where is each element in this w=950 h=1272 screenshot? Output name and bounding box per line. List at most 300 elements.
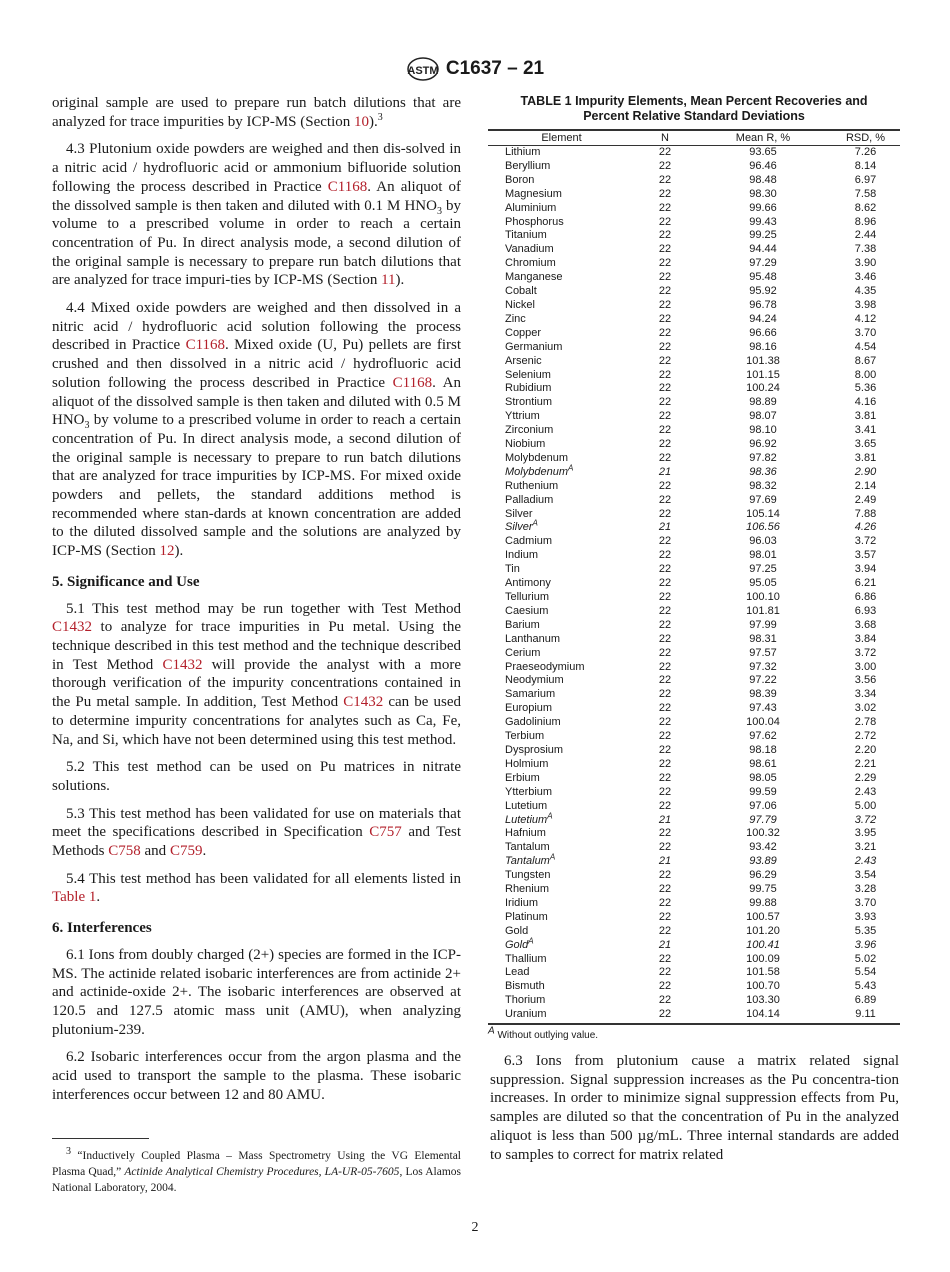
cell-rsd [831,688,900,702]
table-row [488,605,900,619]
cell-value: Indium [505,549,539,562]
cell-rsd [831,341,900,355]
cell-value: 3.65 [854,438,877,451]
cell-element [488,688,635,702]
cell-mean [695,619,831,633]
cell-rsd [831,521,900,535]
cell-value: Barium [505,618,540,631]
cell-value: Ruthenium [505,479,559,492]
cell-value: Lanthanum [505,632,561,645]
cell-value: 3.46 [854,271,877,284]
cell-element [488,674,635,688]
cell-value: 95.48 [749,271,777,284]
cell-value: 21 [658,813,672,826]
cell-element [488,591,635,605]
cell-value: 3.56 [854,674,877,687]
cell-value: 98.31 [749,632,777,645]
cell-n [635,452,695,466]
cell-element [488,563,635,577]
text-run: 5. Significance and Use [52,573,200,590]
table-row [488,925,900,939]
table-row [488,341,900,355]
cell-value: Silver [505,521,533,534]
cell-value: 3.72 [854,813,877,826]
cell-n [635,841,695,855]
cell-value: 6.89 [854,994,877,1007]
table-row [488,424,900,438]
cell-n [635,216,695,230]
cell-rsd [831,994,900,1008]
reference-link[interactable]: C1432 [52,619,93,636]
cell-value: 97.82 [749,451,777,464]
table-row [488,577,900,591]
cell-value: 4.26 [854,521,877,534]
cell-element [488,549,635,563]
cell-rsd [831,605,900,619]
table-row [488,674,900,688]
text-run: 4.4 Mixed oxide powders are weighed and then dissolved in a nitric acid / hydrofluoric acid solution following the process described in Practice [52,300,461,354]
cell-value: 101.38 [746,354,780,367]
cell-mean [695,299,831,313]
cell-mean [695,661,831,675]
paragraph [52,140,461,290]
cell-value: 22 [658,730,672,743]
cell-value: 99.66 [749,201,777,214]
reference-link[interactable]: C757 [369,824,402,841]
subscript: 3 [84,420,90,432]
cell-value: Rubidium [505,382,552,395]
cell-element [488,730,635,744]
cell-value: 3.41 [854,424,877,437]
cell-value: Holmium [505,757,549,770]
cell-rsd [831,939,900,953]
cell-value: 2.78 [854,716,877,729]
cell-n [635,160,695,174]
cell-mean [695,146,831,160]
table-row [488,146,900,160]
cell-mean [695,758,831,772]
reference-link[interactable]: 12 [159,543,175,560]
cell-rsd [831,980,900,994]
cell-element [488,827,635,841]
cell-value: Beryllium [505,159,551,172]
cell-element [488,299,635,313]
cell-value: 21 [658,938,672,951]
cell-element [488,463,635,480]
cell-value: Caesium [505,604,549,617]
cell-element [488,966,635,980]
cell-element [488,1008,635,1024]
cell-value: 96.46 [749,159,777,172]
cell-value: 22 [658,285,672,298]
cell-mean [695,925,831,939]
cell-rsd [831,563,900,577]
cell-value: 5.00 [854,799,877,812]
astm-logo-icon [406,56,440,82]
cell-rsd [831,883,900,897]
cell-value: 4.12 [854,312,877,325]
cell-mean [695,508,831,522]
reference-link[interactable]: C1168 [392,374,433,391]
cell-value: 3.70 [854,896,877,909]
cell-value: 98.16 [749,340,777,353]
table-row [488,438,900,452]
cell-value: 95.92 [749,285,777,298]
text-run: ). [174,543,184,560]
table-row [488,911,900,925]
cell-value: Magnesium [505,187,562,200]
cell-value: 101.58 [746,966,780,979]
cell-n [635,146,695,160]
footnote-divider [52,1138,149,1139]
cell-rsd [831,897,900,911]
cell-value: 96.78 [749,298,777,311]
cell-mean [695,216,831,230]
cell-element [488,174,635,188]
cell-n [635,202,695,216]
cell-value: 95.05 [749,577,777,590]
cell-mean [695,202,831,216]
cell-value: Cadmium [505,535,553,548]
cell-n [635,285,695,299]
cell-value: Tin [505,563,520,576]
cell-value: Rhenium [505,883,550,896]
cell-value: 22 [658,271,672,284]
cell-value: Neodymium [505,674,564,687]
cell-mean [695,494,831,508]
cell-mean [695,188,831,202]
table-row [488,327,900,341]
cell-value: 22 [658,883,672,896]
cell-value: Selenium [505,368,551,381]
cell-element [488,605,635,619]
cell-rsd [831,953,900,967]
cell-value: 22 [658,827,672,840]
cell-mean [695,549,831,563]
cell-value: Nickel [505,298,535,311]
cell-element [488,494,635,508]
cell-value: 8.67 [854,354,877,367]
cell-element [488,480,635,494]
text-run: ). [369,113,378,130]
cell-n [635,382,695,396]
cell-value: Erbium [505,771,540,784]
table-row [488,174,900,188]
table-row [488,229,900,243]
cell-value: 22 [658,841,672,854]
cell-value: 97.69 [749,493,777,506]
cell-value: Copper [505,326,542,339]
reference-link[interactable]: C1432 [162,656,203,673]
cell-n [635,466,695,480]
cell-n [635,827,695,841]
cell-n [635,174,695,188]
cell-n [635,758,695,772]
cell-mean [695,285,831,299]
cell-value: 22 [658,994,672,1007]
cell-rsd [831,355,900,369]
text-run: and Test Methods [52,824,461,860]
section-heading [52,573,461,592]
table-row [488,313,900,327]
cell-value: 97.79 [749,813,777,826]
cell-n [635,688,695,702]
page-number: 2 [471,1220,479,1235]
cell-value: Tellurium [505,591,550,603]
cell-value: Germanium [505,340,563,353]
designation: C1637 – 21 [445,58,545,79]
cell-rsd [831,424,900,438]
cell-value: Palladium [505,493,554,506]
table-row [488,716,900,730]
cell-n [635,494,695,508]
cell-n [635,591,695,605]
cell-element [488,438,635,452]
cell-element [488,160,635,174]
footnote-marker: A [549,852,556,862]
table-row [488,535,900,549]
cell-value: 100.57 [746,910,780,923]
cell-value: 22 [658,215,672,228]
cell-value: 101.15 [746,368,780,381]
cell-n [635,257,695,271]
cell-value: 97.43 [749,702,777,715]
cell-mean [695,827,831,841]
reference-link[interactable]: C1168 [185,337,226,354]
cell-value: 7.58 [854,187,877,200]
cell-value: 98.36 [749,465,777,478]
cell-n [635,953,695,967]
cell-value: Tantalum [505,855,550,868]
paragraph [52,1048,461,1104]
table-row [488,410,900,424]
cell-n [635,925,695,939]
cell-value: 22 [658,910,672,923]
cell-element [488,772,635,786]
cell-value: 21 [658,855,672,868]
cell-n [635,563,695,577]
cell-value: 3.72 [854,535,877,548]
cell-value: 98.61 [749,757,777,770]
table-row [488,939,900,953]
cell-value: 3.84 [854,632,877,645]
cell-rsd [831,1008,900,1024]
cell-element [488,518,635,535]
cell-value: 22 [658,187,672,200]
reference-link[interactable]: C758 [108,843,141,860]
cell-element [488,216,635,230]
cell-rsd [831,243,900,257]
cell-mean [695,480,831,494]
paragraph [490,1052,899,1164]
cell-value: 96.03 [749,535,777,548]
cell-value: Niobium [505,438,546,451]
cell-element [488,508,635,522]
cell-mean [695,229,831,243]
text-run: 6. Interferences [52,920,152,937]
cell-rsd [831,452,900,466]
cell-n [635,814,695,828]
cell-n [635,994,695,1008]
table-row [488,299,900,313]
table-row [488,730,900,744]
cell-n [635,647,695,661]
cell-rsd [831,661,900,675]
reference-link[interactable]: C1432 [343,694,384,711]
text-run: Actinide Analytical Chemistry Procedures, LA-UR-05-7605 [124,1166,400,1178]
cell-value: 99.75 [749,883,777,896]
reference-link[interactable]: Table 1 [52,889,97,906]
cell-element [488,953,635,967]
cell-value: 3.68 [854,618,877,631]
cell-value: 22 [658,646,672,659]
reference-link[interactable]: C1168 [327,178,368,195]
cell-value: 8.00 [854,368,877,381]
cell-value: 22 [658,159,672,172]
page-header [0,56,950,82]
cell-element [488,936,635,953]
cell-rsd [831,702,900,716]
cell-value: 22 [658,354,672,367]
cell-value: 22 [658,146,672,158]
cell-value: 2.20 [854,743,877,756]
table-row [488,814,900,828]
table-row [488,883,900,897]
cell-value: 22 [658,312,672,325]
cell-value: 104.14 [746,1008,780,1021]
cell-element [488,980,635,994]
cell-value: Boron [505,173,535,186]
cell-value: 98.01 [749,549,777,562]
cell-rsd [831,869,900,883]
table-row [488,772,900,786]
cell-value: 22 [658,563,672,576]
cell-value: 106.56 [746,521,780,534]
cell-value: 22 [658,743,672,756]
cell-mean [695,160,831,174]
cell-rsd [831,285,900,299]
table-row [488,869,900,883]
cell-value: 99.59 [749,785,777,798]
cell-value: 2.21 [854,757,877,770]
cell-value: Platinum [505,910,548,923]
cell-rsd [831,188,900,202]
cell-mean [695,744,831,758]
text-run: ). [395,272,405,289]
text-run: original sample are used to prepare run batch dilutions that are analyzed for trace impurities by ICP-MS (Section [52,95,461,130]
cell-mean [695,786,831,800]
cell-element [488,382,635,396]
cell-element [488,661,635,675]
cell-value: 3.96 [854,938,877,951]
cell-rsd [831,327,900,341]
cell-value: 22 [658,618,672,631]
cell-rsd [831,313,900,327]
cell-element [488,535,635,549]
cell-mean [695,855,831,869]
text-run: by volume to a prescribed volume in order to reach a certain concentration of Pu. In direct analysis mode, a second dilution of the original sample is necessary to prepare run batch dilutions that are analyzed for trace impuri-ties by ICP-MS (Section [52,197,461,289]
table-row [488,966,900,980]
cell-n [635,800,695,814]
text-run: . [96,889,101,906]
cell-value: 100.24 [746,382,780,395]
cell-value: Zirconium [505,424,554,437]
cell-mean [695,1008,831,1024]
table-row [488,855,900,869]
cell-element [488,341,635,355]
cell-mean [695,174,831,188]
table-row [488,786,900,800]
reference-link[interactable]: 11 [381,272,396,289]
cell-n [635,480,695,494]
cell-rsd [831,716,900,730]
cell-rsd [831,257,900,271]
cell-mean [695,716,831,730]
cell-n [635,369,695,383]
cell-mean [695,953,831,967]
cell-rsd [831,758,900,772]
cell-mean [695,243,831,257]
cell-mean [695,994,831,1008]
cell-n [635,424,695,438]
cell-value: 97.57 [749,646,777,659]
cell-n [635,869,695,883]
cell-n [635,508,695,522]
cell-n [635,577,695,591]
cell-element [488,396,635,410]
cell-element [488,994,635,1008]
cell-value: 100.70 [746,980,780,993]
cell-rsd [831,494,900,508]
cell-value: 22 [658,688,672,701]
cell-rsd [831,508,900,522]
cell-rsd [831,786,900,800]
paragraph [52,758,461,795]
cell-mean [695,521,831,535]
text-run: 5.1 This test method may be run together with Test Method [66,600,461,617]
cell-rsd [831,814,900,828]
table-footnote: $^A$ Without outlying value. [488,1025,599,1042]
cell-n [635,605,695,619]
cell-element [488,257,635,271]
cell-value: 3.21 [854,841,877,854]
cell-value: 3.98 [854,298,877,311]
reference-link[interactable]: 10 [354,113,370,130]
cell-element [488,369,635,383]
cell-mean [695,466,831,480]
cell-value: 3.81 [854,410,877,423]
cell-value: 98.07 [749,410,777,423]
cell-element [488,744,635,758]
cell-value: 2.44 [854,229,877,242]
cell-value: Lutetium [505,813,548,826]
cell-value: 98.30 [749,187,777,200]
reference-link[interactable]: C759 [169,843,203,860]
table-row [488,202,900,216]
cell-value: Thallium [505,952,547,965]
cell-value: 94.44 [749,243,777,256]
paragraph [52,94,461,131]
cell-n [635,438,695,452]
cell-value: Aluminium [505,201,557,214]
cell-rsd [831,744,900,758]
cell-value: 22 [658,952,672,965]
text-run: 6.1 Ions from doubly charged (2+) species are formed in the ICP-MS. The actinide related isobaric interferences are from actinide 2+ and actinide-oxide 2+. The isobaric interferences are observed at 120.5 and 127.5 atomic mass unit (AMU), when analyzing plutonium-239. [52,946,461,1038]
cell-value: Gold [505,924,529,937]
text-run: . An aliquot of the dissolved sample is then taken and diluted with 0.5 M HNO [52,374,461,429]
cell-mean [695,674,831,688]
cell-value: 5.54 [854,966,877,979]
